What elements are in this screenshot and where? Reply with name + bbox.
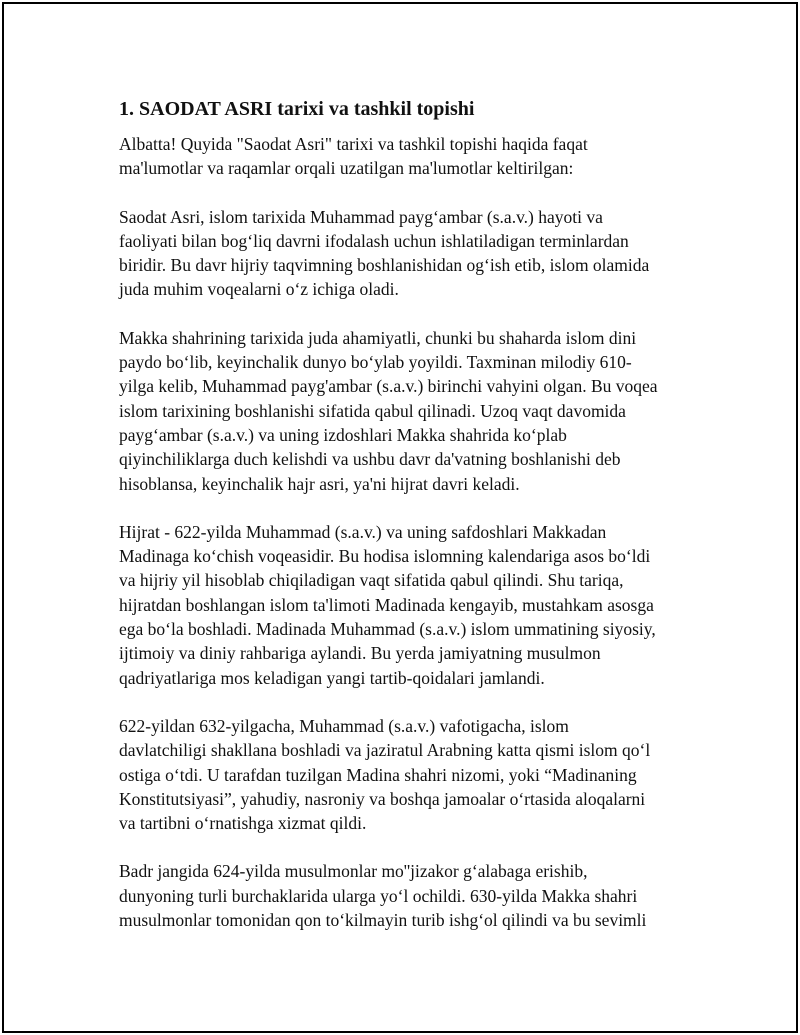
paragraph-line: Madinaga ko‘chish voqeasidir. Bu hodisa islomning kalendariga asos bo‘ldi	[119, 546, 651, 567]
paragraph-line: yilga kelib, Muhammad payg'ambar (s.a.v.) birinchi vahyini olgan. Bu voqea	[119, 376, 658, 397]
paragraph-line: faoliyati bilan bog‘liq davrni ifodalash uchun ishlatiladigan terminlardan	[119, 230, 629, 251]
paragraph-line: hijratdan boshlangan islom ta'limoti Madinada kengayib, mustahkam asosga	[119, 594, 654, 615]
paragraph-intro	[119, 132, 679, 181]
paragraph-line: Albatta! Quyida "Saodat Asri" tarixi va tashkil topishi haqida faqat	[119, 134, 588, 154]
paragraph-line: biridir. Bu davr hijriy taqvimning boshlanishidan og‘ish etib, islom olamida	[119, 255, 650, 276]
paragraph-line: qadriyatlariga mos keladigan yangi tartib-qoidalari jamlandi.	[119, 667, 545, 688]
document-title: 1. SAODAT ASRI tarixi va tashkil topishi	[119, 98, 475, 120]
paragraph-line: islom tarixining boshlanishi sifatida qabul qilinadi. Uzoq vaqt davomida	[119, 400, 626, 421]
paragraph-line: ega bo‘la boshladi. Madinada Muhammad (s.a.v.) islom ummatining siyosiy,	[119, 619, 656, 640]
paragraph-line: ostiga o‘tdi. U tarafdan tuzilgan Madina shahri nizomi, yoki “Madinaning	[119, 764, 637, 785]
document-page	[2, 2, 798, 1033]
paragraph-line: va hijriy yil hisoblab chiqiladigan vaqt sifatida qabul qilindi. Shu tariqa,	[119, 570, 624, 591]
paragraph-line: davlatchiligi shakllana boshladi va jaziratul Arabning katta qismi islom qo‘l	[119, 740, 651, 761]
paragraph-line: payg‘ambar (s.a.v.) va uning izdoshlari Makka shahrida ko‘plab	[119, 424, 567, 445]
paragraph-line: juda muhim voqealarni o‘z ichiga oladi.	[119, 279, 399, 300]
paragraph-line: hisoblansa, keyinchalik hajr asri, ya'ni hijrat davri keladi.	[119, 473, 520, 494]
document-body	[119, 96, 679, 956]
paragraph-line: ijtimoiy va diniy rahbariga aylandi. Bu yerda jamiyatning musulmon	[119, 643, 601, 664]
paragraph-badr	[119, 859, 679, 932]
paragraph-davlatchilik	[119, 714, 679, 835]
paragraph-line: Konstitutsiyasi”, yahudiy, nasroniy va boshqa jamoalar o‘rtasida aloqalarni	[119, 788, 646, 809]
paragraph-saodat-asri	[119, 205, 679, 302]
paragraph-makka	[119, 326, 679, 496]
paragraph-line: Saodat Asri, islom tarixida Muhammad payg‘ambar (s.a.v.) hayoti va	[119, 206, 603, 227]
paragraph-hijrat	[119, 520, 679, 690]
paragraph-line: Hijrat - 622-yilda Muhammad (s.a.v.) va uning safdoshlari Makkadan	[119, 521, 607, 542]
paragraph-line: dunyoning turli burchaklarida ularga yo‘l ochildi. 630-yilda Makka shahri	[119, 885, 638, 906]
paragraph-line: Badr jangida 624-yilda musulmonlar mo''jizakor g‘alabaga erishib,	[119, 861, 588, 882]
paragraph-line: ma'lumotlar va raqamlar orqali uzatilgan ma'lumotlar keltirilgan:	[119, 158, 574, 179]
paragraph-line: 622-yildan 632-yilgacha, Muhammad (s.a.v.) vafotigacha, islom	[119, 715, 569, 736]
paragraph-line: Makka shahrining tarixida juda ahamiyatli, chunki bu shaharda islom dini	[119, 327, 637, 348]
paragraph-line: va tartibni o‘rnatishga xizmat qildi.	[119, 813, 367, 834]
paragraph-line: paydo bo‘lib, keyinchalik dunyo bo‘ylab yoyildi. Taxminan milodiy 610-	[119, 352, 632, 373]
paragraph-line: musulmonlar tomonidan qon to‘kilmayin turib ishg‘ol qilindi va bu sevimli	[119, 910, 647, 931]
paragraph-line: qiyinchiliklarga duch kelishdi va ushbu davr da'vatning boshlanishi deb	[119, 449, 621, 470]
